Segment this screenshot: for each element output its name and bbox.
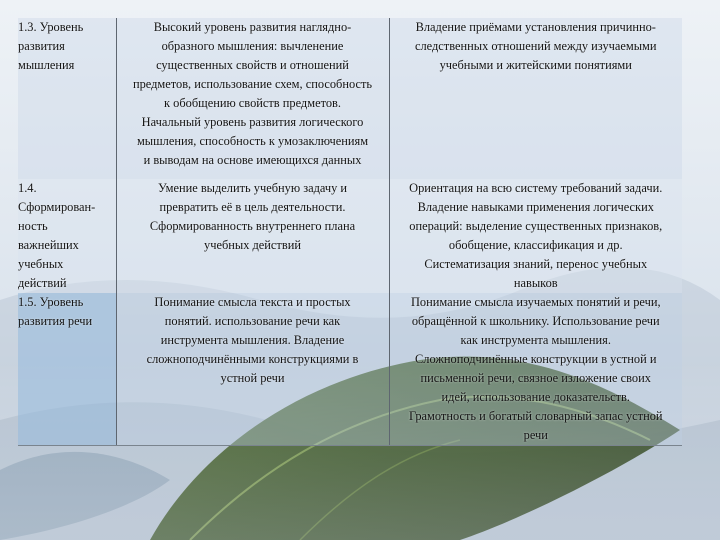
personal-development-cell: Высокий уровень развития наглядно- образного мышления: вычленение существенных свойств и отношений предметов, использование схем, способность к обобщению свойств предметов. Начальный уровень развития логического мышления, способность к умозаключениям и выводам на основе имеющихся данных xyxy=(116,18,389,179)
table-row xyxy=(18,293,682,446)
table-row xyxy=(18,18,682,179)
learning-skills-cell: Понимание смысла изучаемых понятий и речи, обращённой к школьнику. Использование речи как инструмента мышления. Сложноподчинённые конструкции в устной и письменной речи, связное изложение своих идей, использование доказательств. Грамотность и богатый словарный запас устной речи xyxy=(389,293,682,446)
development-criteria-table xyxy=(18,18,682,446)
indicator-cell: 1.3. Уровень развития мышления xyxy=(18,18,116,179)
indicator-cell: 1.4. Сформирован- ность важнейших учебных действий xyxy=(18,179,116,293)
personal-development-cell: Понимание смысла текста и простых понятий. использование речи как инструмента мышления. Владение сложноподчинёнными конструкциями в устной речи xyxy=(116,293,389,446)
table-row xyxy=(18,179,682,293)
learning-skills-cell: Ориентация на всю систему требований задачи. Владение навыками применения логических операций: выделение существенных признаков, обобщение, классификация и др. Систематизация знаний, перенос учебных навыков xyxy=(389,179,682,293)
indicator-cell: 1.5. Уровень развития речи xyxy=(18,293,116,446)
personal-development-cell: Умение выделить учебную задачу и превратить её в цель деятельности. Сформированность внутреннего плана учебных действий xyxy=(116,179,389,293)
learning-skills-cell: Владение приёмами установления причинно- следственных отношений между изучаемыми учебными и житейскими понятиями xyxy=(389,18,682,179)
